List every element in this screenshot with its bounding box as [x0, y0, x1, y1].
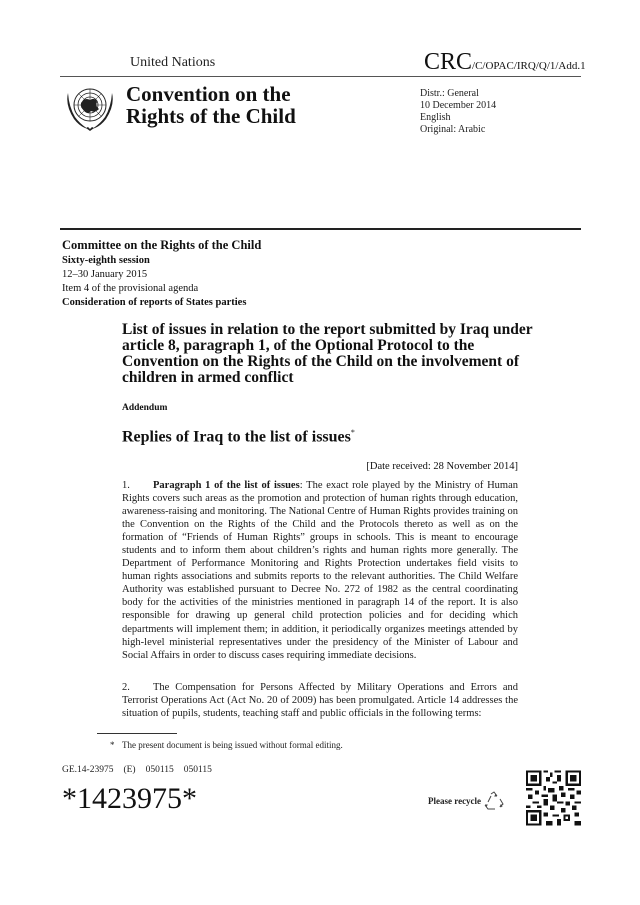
distribution-block: [420, 88, 496, 136]
language: English: [420, 112, 451, 123]
job-number-line: [62, 765, 222, 775]
paragraph-number: 1.: [122, 480, 130, 491]
paragraph-text: : The exact role played by the Ministry of Human Rights covers such areas as the promotion and protection of human rights through education, awareness-raising and monitoring. The National Centre of Human Rights provides training on the Convention on the Rights of the Child and the Protocols thereto as well as on the formation of “Friends of Human Rights” groups in schools. This is meant to encourage students and to inform them about children’s rights and human rights more generally. The Department of Performance Monitoring and Rights Protection undertakes field visits to human rights associations and submits reports to the relevant authorities. The Child Welfare Authority was established pursuant to Decree No. 272 of 1982 as the central coordinating body for the activities of the ministries mentioned in paragraph 14 of the report. It is also responsible for drawing up general child protection policies and for deciding which departments will implement them; in addition, it periodically organizes meetings attended by high-level ministerial representatives under the presidency of the Minister of Labour and Social Affairs in order to discuss cases requiring immediate decisions.: [122, 480, 519, 661]
original-language: Original: Arabic: [420, 124, 486, 135]
agenda-title: Consideration of reports of States parties: [62, 297, 247, 308]
paragraph-number: 2.: [122, 682, 130, 693]
committee-block: [62, 237, 261, 310]
convention-title-line2: Rights of the Child: [126, 104, 296, 128]
job-date-1: 050115: [145, 765, 174, 775]
organization-name: United Nations: [130, 55, 216, 70]
job-number: GE.14-23975: [62, 765, 114, 775]
document-subtitle: [122, 428, 355, 446]
header-rule: [60, 76, 581, 77]
footnote: [110, 740, 343, 750]
document-title: List of issues in relation to the report submitted by Iraq under article 8, paragraph 1, of the Optional Protocol to the Convention on the Rights of the Child on the involvement of children in armed conflict: [122, 321, 533, 386]
qr-code-icon[interactable]: [526, 770, 581, 826]
job-date-2: 050115: [183, 765, 212, 775]
addendum-label: Addendum: [122, 403, 168, 413]
symbol-rest: /C/OPAC/IRQ/Q/1/Add.1: [472, 60, 586, 72]
issue-date: 10 December 2014: [420, 100, 497, 111]
date-received: [Date received: 28 November 2014]: [366, 461, 518, 472]
un-emblem-icon: [62, 81, 118, 133]
session-dates: 12–30 January 2015: [62, 269, 148, 280]
paragraph-lead: Paragraph 1 of the list of issues: [153, 480, 300, 491]
subtitle-text: Replies of Iraq to the list of issues: [122, 428, 351, 446]
footnote-reference[interactable]: *: [350, 428, 355, 437]
paragraph-1: [122, 479, 518, 662]
distribution-type: Distr.: General: [420, 88, 479, 99]
paragraph-2: [122, 681, 518, 720]
footnote-text: The present document is being issued without formal editing.: [122, 740, 343, 750]
convention-title: [126, 83, 296, 127]
symbol-prefix: CRC: [424, 49, 473, 75]
section-rule: [60, 228, 581, 230]
recycle-label: Please recycle: [428, 796, 482, 806]
convention-title-line1: Convention on the: [126, 82, 291, 106]
agenda-item: Item 4 of the provisional agenda: [62, 283, 199, 294]
footnote-rule: [97, 733, 177, 734]
paragraph-text: The Compensation for Persons Affected by Military Operations and Errors and Terrorist Operations Act (Act No. 20 of 2009) has been promulgated. Article 14 addresses the situation of pupils, students, teaching staff and public officials in the following terms:: [122, 682, 518, 720]
document-symbol: [424, 49, 586, 79]
committee-title: Committee on the Rights of the Child: [62, 238, 262, 252]
recycle-icon: [483, 790, 505, 812]
job-language: (E): [123, 765, 136, 775]
footnote-mark: *: [110, 740, 115, 750]
barcode-number: *1423975*: [62, 782, 197, 815]
session: Sixty-eighth session: [62, 255, 150, 266]
